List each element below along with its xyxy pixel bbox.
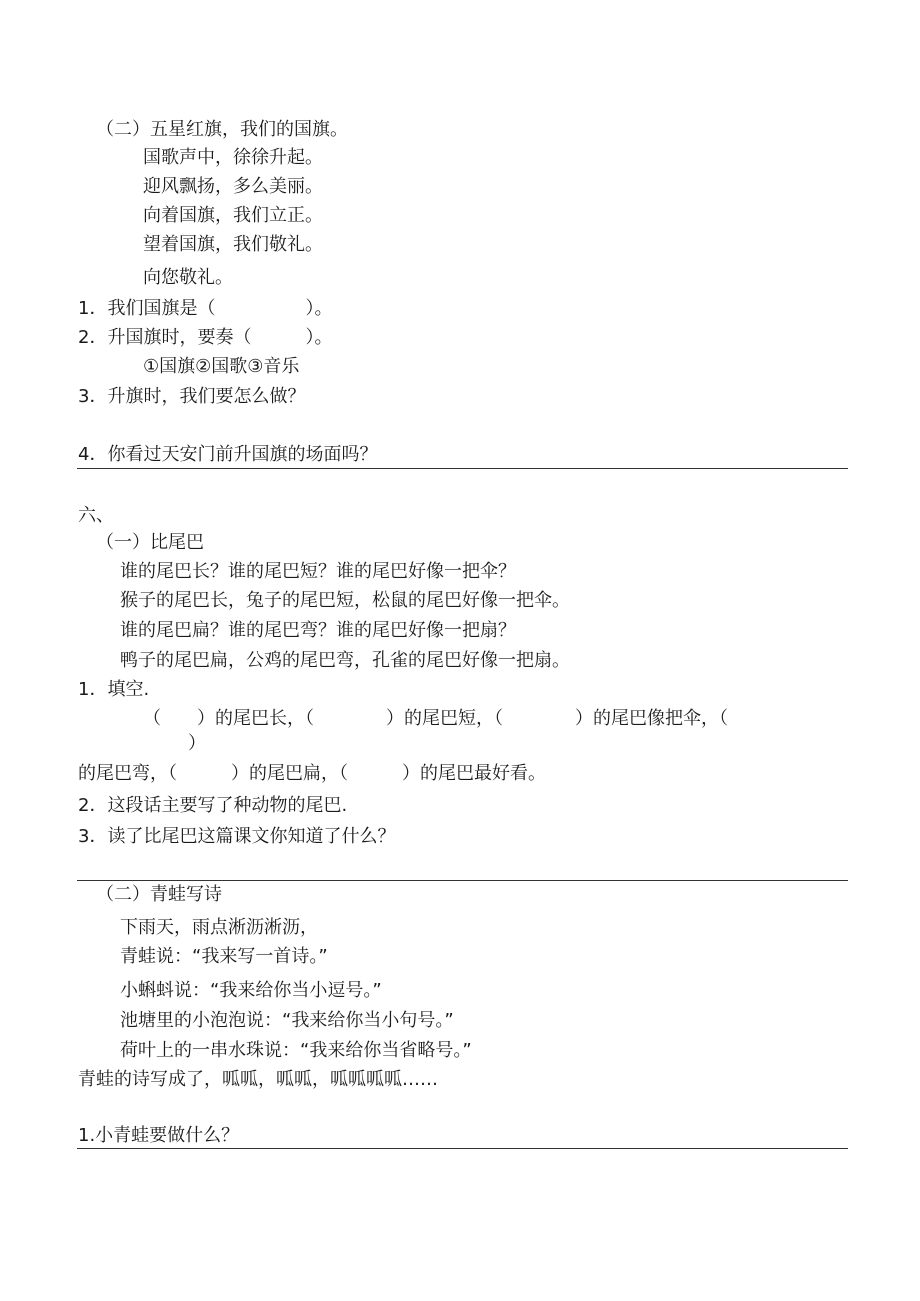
passage-line-2: 猴子的尾巴长，兔子的尾巴短，松鼠的尾巴好像一把伞。: [120, 590, 570, 611]
answer-line: [77, 880, 848, 881]
passage-line-1: 谁的尾巴长？谁的尾巴短？谁的尾巴好像一把伞？: [120, 561, 516, 582]
frog-passage-line-3: 小蝌蚪说：“我来给你当小逗号。”: [120, 980, 382, 1001]
fill-blank-line-1: （ ）的尾巴长，（ ）的尾巴短，（ ）的尾巴像把伞，（: [143, 708, 728, 729]
passage-line-3: 谁的尾巴扁？谁的尾巴弯？谁的尾巴好像一把扇？: [120, 620, 516, 641]
question-animal-count: 2．这段话主要写了种动物的尾巴.: [78, 795, 348, 816]
frog-passage-line-2: 青蛙说：“我来写一首诗。”: [120, 946, 328, 967]
fill-blank-line-2: 的尾巴弯，（ ）的尾巴扁，（ ）的尾巴最好看。: [78, 763, 546, 784]
answer-line: [77, 468, 848, 469]
poem-line-4: 望着国旗，我们敬礼。: [143, 234, 323, 255]
frog-passage-line-4: 池塘里的小泡泡说：“我来给你当小句号。”: [120, 1010, 454, 1031]
question-anthem: 2．升国旗时，要奏（ ）。: [78, 327, 333, 348]
passage-line-4: 鸭子的尾巴扁，公鸡的尾巴弯，孔雀的尾巴好像一把扇。: [120, 650, 570, 671]
question-fill-blank: 1．填空.: [78, 679, 150, 700]
poem-line-5: 向您敬礼。: [143, 267, 233, 288]
question-flag-color: 1．我们国旗是（ ）。: [78, 298, 333, 319]
frog-passage-closing: 青蛙的诗写成了，呱呱，呱呱，呱呱呱呱……: [78, 1069, 438, 1090]
poem-line-3: 向着国旗，我们立正。: [143, 205, 323, 226]
answer-line: [77, 1148, 848, 1149]
section-title-frog-poem: （二）青蛙写诗: [96, 884, 222, 905]
poem-line-1: 国歌声中，徐徐升起。: [143, 147, 323, 168]
section-title-national-flag: （二）五星红旗，我们的国旗。: [96, 119, 348, 140]
question-anthem-options: ①国旗②国歌③音乐: [143, 356, 300, 377]
question-tiananmen: 4．你看过天安门前升国旗的场面吗？: [78, 444, 378, 465]
question-flag-raising: 3．升旗时，我们要怎么做？: [78, 386, 306, 407]
part-six-heading: 六、: [78, 505, 114, 526]
poem-line-2: 迎风飘扬，多么美丽。: [143, 176, 323, 197]
fill-blank-line-1-tail: ）: [188, 733, 206, 754]
question-what-learned: 3．读了比尾巴这篇课文你知道了什么？: [78, 826, 396, 847]
question-frog-task: 1.小青蛙要做什么？: [78, 1125, 240, 1146]
frog-passage-line-5: 荷叶上的一串水珠说：“我来给你当省略号。”: [120, 1040, 472, 1061]
section-title-tails: （一）比尾巴: [96, 532, 204, 553]
frog-passage-line-1: 下雨天，雨点淅沥淅沥，: [120, 917, 318, 938]
